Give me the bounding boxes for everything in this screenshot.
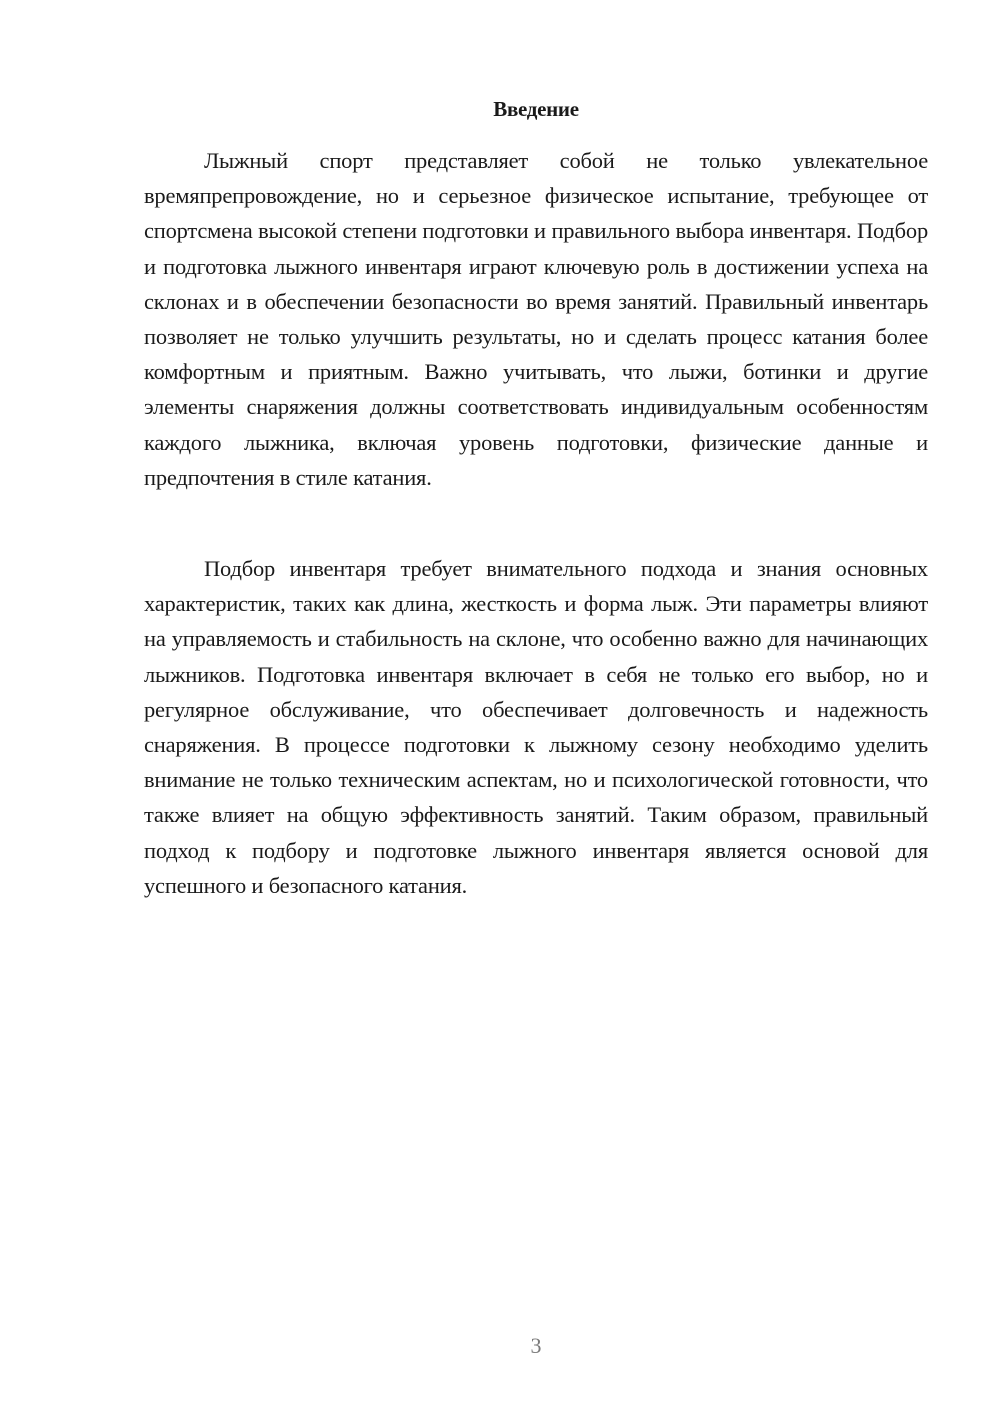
paragraph-1: Лыжный спорт представляет собой не только увлекательное времяпрепровождение, но и серьезное физическое испытание, требующее от спортсмена высокой степени подготовки и правильного выбора инвентаря. Подбор и подготовка лыжного инвентаря играют ключевую роль в достижении успеха на склонах и в обеспечении безопасности во время занятий. Правильный инвентарь позволяет не только улучшить результаты, но и сделать процесс катания более комфортным и приятным. Важно учитывать, что лыжи, ботинки и другие элементы снаряжения должны соответствовать индивидуальным особенностям каждого лыжника, включая уровень подготовки, физические данные и предпочтения в стиле катания. — [144, 148, 928, 490]
paragraph-1-container — [144, 143, 928, 495]
paragraph-2: Подбор инвентаря требует внимательного подхода и знания основных характеристик, таких как длина, жесткость и форма лыж. Эти параметры влияют на управляемость и стабильность на склоне, что особенно важно для начинающих лыжников. Подготовка инвентаря включает в себя не только его выбор, но и регулярное обслуживание, что обеспечивает долговечность и надежность снаряжения. В процессе подготовки к лыжному сезону необходимо уделить внимание не только техническим аспектам, но и психологической готовности, что также влияет на общую эффективность занятий. Таким образом, правильный подход к подбору и подготовке лыжного инвентаря является основой для успешного и безопасного катания. — [144, 556, 928, 898]
section-heading: Введение — [493, 97, 579, 121]
page-number: 3 — [530, 1333, 542, 1358]
paragraph-2-container — [144, 551, 928, 903]
